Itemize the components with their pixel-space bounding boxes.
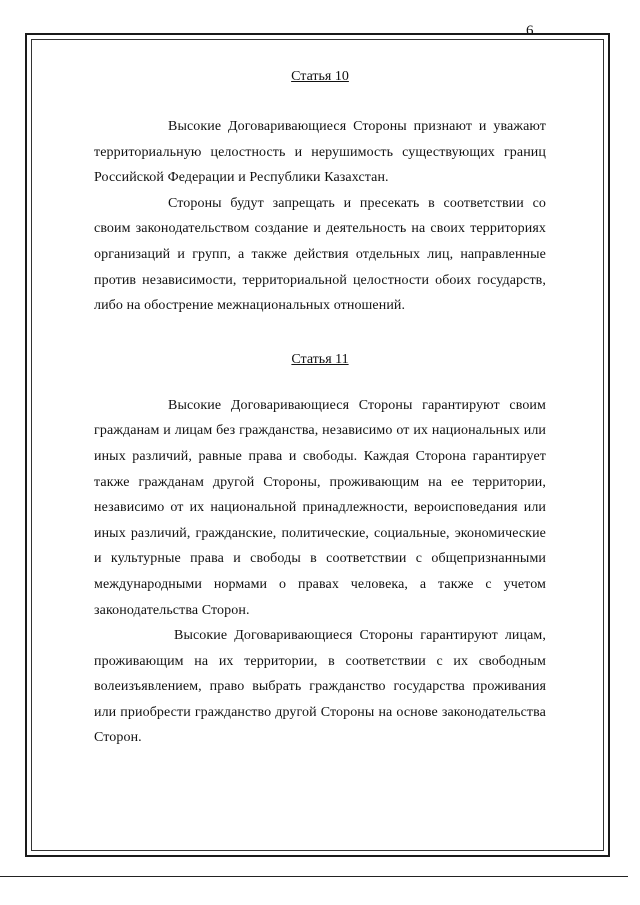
article-10-heading: Статья 10 <box>291 69 349 84</box>
document-body <box>94 60 546 751</box>
page-number: 6 <box>526 23 534 39</box>
article-10-paragraph-2: Стороны будут запрещать и пресекать в соответствии со своим законодательством создание и деятельность на своих территориях организаций и групп, а также действия отдельных лиц, направленные против независимости, территориальной целостности обоих государств, либо на обострение межнациональных отношений. <box>94 195 546 314</box>
article-10-paragraph-1: Высокие Договаривающиеся Стороны признают и уважают территориальную целостность и нерушимость существующих границ Российской Федерации и Республики Казахстан. <box>94 119 546 186</box>
article-11-heading: Статья 11 <box>291 351 349 367</box>
article-11-paragraph-2: Высокие Договаривающиеся Стороны гарантируют лицам, проживающим на их территории, в соответствии с их свободным волеизъявлением, право выбрать гражданство государства проживания или приобрести гражданство другой Стороны на основе законодательства Сторон. <box>94 628 546 746</box>
article-11-paragraph-1: Высокие Договаривающиеся Стороны гарантируют своим гражданам и лицам без гражданства, независимо от их национальных или иных различий, равные права и свободы. Каждая Сторона гарантирует также гражданам другой Стороны, проживающим на ее территории, независимо от их национальной принадлежности, вероисповедания или иных различий, гражданские, политические, социальные, экономические и культурные права и свободы в соответствии с общепризнанными международными нормами о правах человека, а также с учетом законодательства Сторон. <box>94 397 546 618</box>
bottom-edge-line <box>0 876 628 877</box>
